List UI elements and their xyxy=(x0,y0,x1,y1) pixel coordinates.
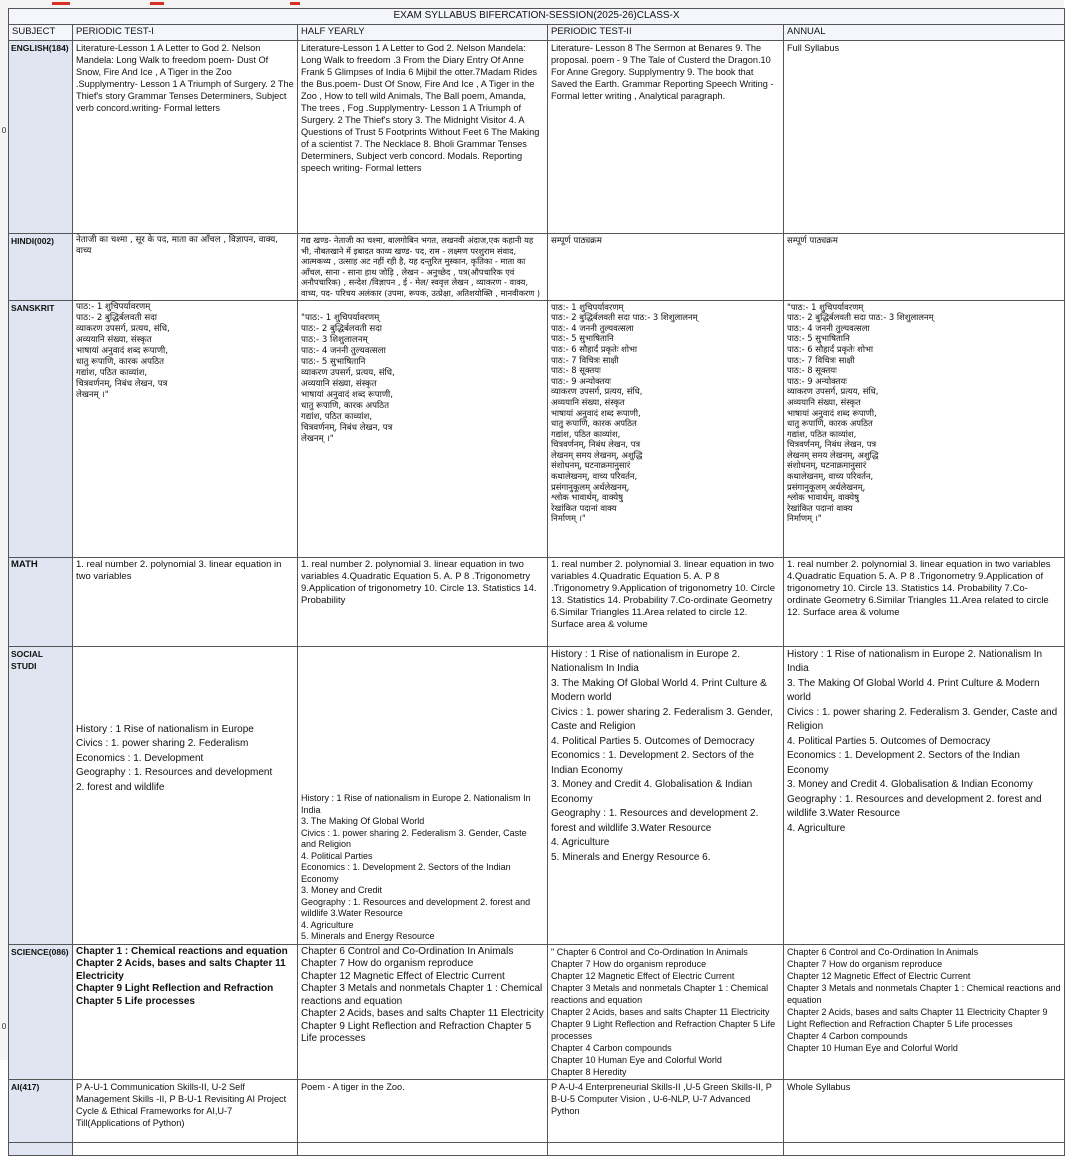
subject-cell[interactable]: SOCIAL STUDI xyxy=(9,646,73,944)
subject-cell[interactable]: MATH xyxy=(9,557,73,646)
table-row-math xyxy=(9,557,1065,646)
subject-cell[interactable]: AI(417) xyxy=(9,1079,73,1142)
cell-half-yearly[interactable]: "पाठ:- 1 शुचिपर्यावरणम् पाठ:- 2 बुद्धिर्बलवती सदा पाठ:- 3 शिशुलालनम् पाठ:- 4 जननी तुल्यवत्सला पाठ:- 5 सुभाषितानि व्याकरण उपसर्ग, प्रत्यय, संधि, अव्ययानि संख्या, संस्कृत भाषायां अनुवादं शब्द रूपाणी, धातु रूपाणि, कारक अपठित गद्यांश, पठित काव्यांश, चित्रवर्णनम्, निबंध लेखन, पत्र लेखनम् ।" xyxy=(298,300,548,557)
cell-pt2[interactable]: सम्पूर्ण पाठ्यक्रम xyxy=(548,234,784,301)
cell-pt1[interactable]: P A-U-1 Communication Skills-II, U-2 Self Management Skills -II, P B-U-1 Revisiting AI Project Cycle & Ethical Frameworks for AI,U-7 Till(Applications of Python) xyxy=(73,1079,298,1142)
table-row-social-studies xyxy=(9,646,1065,944)
cell-pt1[interactable] xyxy=(73,1142,298,1155)
cell-half-yearly[interactable]: गद्य खण्ड- नेताजी का चश्मा, बालगोबिन भगत, लखनवी अंदाज,एक कहानी यह भी, नौबतखाने में इबादत काव्य खण्ड- पद, राम - लक्ष्मण परशुराम संवाद, आत्मकथ्य , उत्साह अट नहीं रही है, यह दन्तुरित मुस्कान, कृतिका - माता का आँचल, साना - साना हाथ जोड़ि , लेखन - अनुच्छेद , पत्र(औपचारिक एवं अनौपचारिक) , सन्देश /विज्ञापन , ई - मेल/ स्ववृत्त लेखन , व्याकरण - वाक्य, वाच्य, पद- परिचय अलंकार (उपमा, रूपक, उत्प्रेक्षा, अतिशयोक्ति , मानवीकरण ) xyxy=(298,234,548,301)
header-periodic-test-1[interactable]: PERIODIC TEST-I xyxy=(73,25,298,41)
cell-pt2[interactable]: History : 1 Rise of nationalism in Europe 2. Nationalism In India 3. The Making Of Global World 4. Print Culture & Modern world Civics : 1. power sharing 2. Federalism 3. Gender, Caste and Religion 4. Political Parties 5. Outcomes of Democracy Economics : 1. Development 2. Sectors of the Indian Economy 3. Money and Credit 4. Globalisation & Indian Economy Geography : 1. Resources and development 2. forest and wildlife 3.Water Resource 4. Agriculture 5. Minerals and Energy Resource 6. xyxy=(548,646,784,944)
cell-pt2[interactable]: पाठ:- 1 शुचिपर्यावरणम् पाठ:- 2 बुद्धिर्बलवती सदा पाठ:- 3 शिशुलालनम् पाठ:- 4 जननी तुल्यवत्सला पाठ:- 5 सुभाषितानि पाठ:- 6 सौहार्दं प्रकृतेः शोभा पाठ:- 7 विचित्रः साक्षी पाठ:- 8 सूक्तयः पाठ:- 9 अन्योक्तयः व्याकरण उपसर्ग, प्रत्यय, संधि, अव्ययानि संख्या, संस्कृत भाषायां अनुवादं शब्द रूपाणी, धातु रूपाणि, कारक अपठित गद्यांश, पठित काव्यांश, चित्रवर्णनम्, निबंध लेखन, पत्र लेखनम् समय लेखनम्, अशुद्धि संशोधनम्, घटनाक्रमानुसारं कथालेखनम्, वाच्य परिवर्तन, प्रसंगानुकूलम् अर्थलेखनम्, श्लोक भावार्थम्, वाक्येषु रेखांकित पदानां वाक्य निर्माणम् ।" xyxy=(548,300,784,557)
cell-pt1[interactable]: Literature-Lesson 1 A Letter to God 2. Nelson Mandela: Long Walk to freedom poem- Dust Of Snow, Fire And Ice , A Tiger in the Zoo .Supplymentry- Lesson 1 A Triumph of Surgery. 2 The Thief's story Grammar Tenses Determiners, Subject verb concord.writing- Formal letters xyxy=(73,41,298,234)
table-row-hindi xyxy=(9,234,1065,301)
subject-cell[interactable]: ENGLISH(184) xyxy=(9,41,73,234)
cell-pt2[interactable] xyxy=(548,1142,784,1155)
cell-annual[interactable] xyxy=(784,1142,1065,1155)
cell-annual[interactable]: सम्पूर्ण पाठ्यक्रम xyxy=(784,234,1065,301)
cell-pt1[interactable]: पाठ:- 1 शुचिपर्यावरणम् पाठ:- 2 बुद्धिर्बलवती सदा व्याकरण उपसर्ग, प्रत्यय, संधि, अव्ययानि संख्या, संस्कृत भाषायां अनुवादं शब्द रूपाणी, धातु रूपाणि, कारक अपठित गद्यांश, पठित काव्यांश, चित्रवर्णनम्, निबंध लेखन, पत्र लेखनम् ।" xyxy=(73,300,298,557)
cell-pt2[interactable]: 1. real number 2. polynomial 3. linear equation in two variables 4.Quadratic Equation 5. A. P 8 .Trigonometry 9.Application of trigonometry 10. Circle 13. Statistics 14. Probability 7.Co-ordinate Geometry 6.Similar Triangles 11.Area related to circle 12. Surface area & volume xyxy=(548,557,784,646)
cell-pt1[interactable]: History : 1 Rise of nationalism in Europe Civics : 1. power sharing 2. Federalism Economics : 1. Development Geography : 1. Resources and development 2. forest and wildlife xyxy=(73,646,298,944)
header-half-yearly[interactable]: HALF YEARLY xyxy=(298,25,548,41)
sheet-title: EXAM SYLLABUS BIFERCATION-SESSION(2025-26)CLASS-X xyxy=(9,9,1065,25)
subject-cell[interactable]: SANSKRIT xyxy=(9,300,73,557)
cell-pt1[interactable]: 1. real number 2. polynomial 3. linear equation in two variables xyxy=(73,557,298,646)
table-row-sanskrit xyxy=(9,300,1065,557)
cell-annual[interactable]: Chapter 6 Control and Co-Ordination In Animals Chapter 7 How do organism reproduce Chapter 12 Magnetic Effect of Electric Current Chapter 3 Metals and nonmetals Chapter 1 : Chemical reactions and equation Chapter 2 Acids, bases and salts Chapter 11 Electricity Chapter 9 Light Reflection and Refraction Chapter 5 Life processes Chapter 4 Carbon compounds Chapter 10 Human Eye and Colorful World xyxy=(784,944,1065,1079)
table-row-empty xyxy=(9,1142,1065,1155)
header-row xyxy=(9,25,1065,41)
header-periodic-test-2[interactable]: PERIODIC TEST-II xyxy=(548,25,784,41)
row-number: 0 xyxy=(1,1022,7,1031)
subject-cell[interactable] xyxy=(9,1142,73,1155)
table-row-science xyxy=(9,944,1065,1079)
cell-half-yearly[interactable]: Chapter 6 Control and Co-Ordination In Animals Chapter 7 How do organism reproduce Chapter 12 Magnetic Effect of Electric Current Chapter 3 Metals and nonmetals Chapter 1 : Chemical reactions and equation Chapter 2 Acids, bases and salts Chapter 11 Electricity Chapter 9 Light Reflection and Refraction Chapter 5 Life processes xyxy=(298,944,548,1079)
cell-half-yearly[interactable]: History : 1 Rise of nationalism in Europe 2. Nationalism In India 3. The Making Of Global World Civics : 1. power sharing 2. Federalism 3. Gender, Caste and Religion 4. Political Parties Economics : 1. Development 2. Sectors of the Indian Economy 3. Money and Credit Geography : 1. Resources and development 2. forest and wildlife 3.Water Resource 4. Agriculture 5. Minerals and Energy Resource xyxy=(298,646,548,944)
subject-cell[interactable]: HINDI(002) xyxy=(9,234,73,301)
header-subject[interactable]: SUBJECT xyxy=(9,25,73,41)
syllabus-table xyxy=(8,8,1065,1156)
cell-pt2[interactable]: P A-U-4 Enterpreneurial Skills-II ,U-5 Green Skills-II, P B-U-5 Computer Vision , U-6-NLP, U-7 Advanced Python xyxy=(548,1079,784,1142)
subject-cell[interactable]: SCIENCE(086) xyxy=(9,944,73,1079)
cell-half-yearly[interactable]: 1. real number 2. polynomial 3. linear equation in two variables 4.Quadratic Equation 5. A. P 8 .Trigonometry 9.Application of trigonometry 10. Circle 13. Statistics 14. Probability xyxy=(298,557,548,646)
cell-annual[interactable]: "पाठ:- 1 शुचिपर्यावरणम् पाठ:- 2 बुद्धिर्बलवती सदा पाठ:- 3 शिशुलालनम् पाठ:- 4 जननी तुल्यवत्सला पाठ:- 5 सुभाषितानि पाठ:- 6 सौहार्दं प्रकृतेः शोभा पाठ:- 7 विचित्रः साक्षी पाठ:- 8 सूक्तयः पाठ:- 9 अन्योक्तयः व्याकरण उपसर्ग, प्रत्यय, संधि, अव्ययानि संख्या, संस्कृत भाषायां अनुवादं शब्द रूपाणी, धातु रूपाणि, कारक अपठित गद्यांश, पठित काव्यांश, चित्रवर्णनम्, निबंध लेखन, पत्र लेखनम् समय लेखनम्, अशुद्धि संशोधनम्, घटनाक्रमानुसारं कथालेखनम्, वाच्य परिवर्तन, प्रसंगानुकूलम् अर्थलेखनम्, श्लोक भावार्थम्, वाक्येषु रेखांकित पदानां वाक्य निर्माणम् ।" xyxy=(784,300,1065,557)
cell-annual[interactable]: Full Syllabus xyxy=(784,41,1065,234)
cell-annual[interactable]: History : 1 Rise of nationalism in Europe 2. Nationalism In India 3. The Making Of Global World 4. Print Culture & Modern world Civics : 1. power sharing 2. Federalism 3. Gender, Caste and Religion 4. Political Parties 5. Outcomes of Democracy Economics : 1. Development 2. Sectors of the Indian Economy 3. Money and Credit 4. Globalisation & Indian Economy Geography : 1. Resources and development 2. forest and wildlife 3.Water Resource 4. Agriculture xyxy=(784,646,1065,944)
header-annual[interactable]: ANNUAL xyxy=(784,25,1065,41)
cell-annual[interactable]: Whole Syllabus xyxy=(784,1079,1065,1142)
title-row xyxy=(9,9,1065,25)
toolbar-mark xyxy=(150,2,164,5)
cell-half-yearly[interactable]: Poem - A tiger in the Zoo. xyxy=(298,1079,548,1142)
syllabus-sheet xyxy=(8,8,1064,1128)
table-row-english xyxy=(9,41,1065,234)
cell-pt2[interactable]: Literature- Lesson 8 The Sermon at Benares 9. The proposal. poem - 9 The Tale of Custerd the Dragon.10 For Anne Gregory. Supplymentry 9. The book that Saved the Earth. Grammar Reporting Speech Writing - Formal letter writing , Analytical paragraph. xyxy=(548,41,784,234)
cell-annual[interactable]: 1. real number 2. polynomial 3. linear equation in two variables 4.Quadratic Equation 5. A. P 8 .Trigonometry 9.Application of trigonometry 10. Circle 13. Statistics 14. Probability 7.Co-ordinate Geometry 6.Similar Triangles 11.Area related to circle 12. Surface area & volume xyxy=(784,557,1065,646)
table-row-ai xyxy=(9,1079,1065,1142)
cell-pt2[interactable]: " Chapter 6 Control and Co-Ordination In Animals Chapter 7 How do organism reproduce Chapter 12 Magnetic Effect of Electric Current Chapter 3 Metals and nonmetals Chapter 1 : Chemical reactions and equation Chapter 2 Acids, bases and salts Chapter 11 Electricity Chapter 9 Light Reflection and Refraction Chapter 5 Life processes Chapter 4 Carbon compounds Chapter 10 Human Eye and Colorful World Chapter 8 Heredity xyxy=(548,944,784,1079)
row-number: 0 xyxy=(1,126,7,135)
cell-pt1[interactable]: नेताजी का चश्मा , सूर के पद, माता का आँचल , विज्ञापन, वाक्य, वाच्य xyxy=(73,234,298,301)
toolbar-mark xyxy=(290,2,300,5)
cell-pt1[interactable]: Chapter 1 : Chemical reactions and equation Chapter 2 Acids, bases and salts Chapter 11 Electricity Chapter 9 Light Reflection and Refraction Chapter 5 Life processes xyxy=(73,944,298,1079)
cell-half-yearly[interactable]: Literature-Lesson 1 A Letter to God 2. Nelson Mandela: Long Walk to freedom .3 From the Diary Entry Of Anne Frank 5 Glimpses of India 6 Mijbil the otter.7Madam Rides the Bus.poem- Dust Of Snow, Fire And Ice , A Tiger in the Zoo , How to tell wild Animals, The Ball poem, Amanda, The trees , Fog .Supplymentry- Lesson 1 A Triumph of Surgery. 2 The Thief's story 3. The Midnight Visitor 4. A Questions of Trust 5 Footprints Without Feet 6 The Making of a scientist 7. The Necklace 8. Bholi Grammar Tenses Determiners, Subject verb concord. Modals. Reporting speech writing- Formal letters xyxy=(298,41,548,234)
toolbar-mark xyxy=(52,2,70,5)
cell-half-yearly[interactable] xyxy=(298,1142,548,1155)
